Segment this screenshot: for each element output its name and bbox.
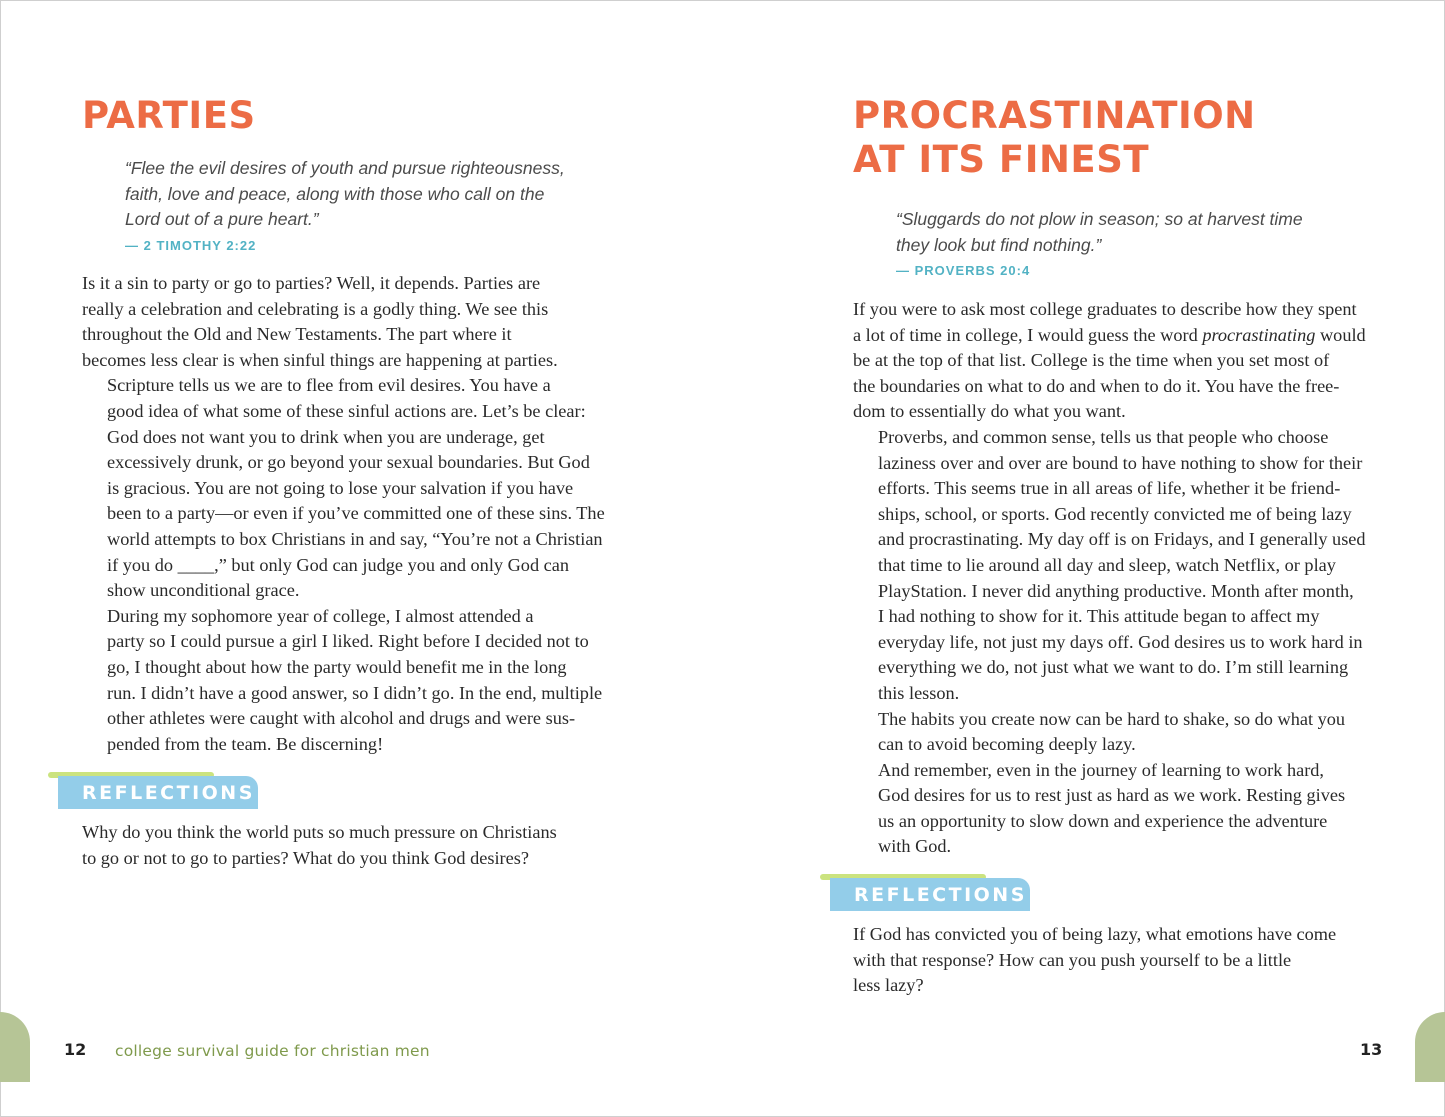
reflections-label: REFLECTIONS [830, 878, 1030, 911]
text-line: everyday life, not just my days off. God desires us to work hard in [878, 631, 1363, 652]
text-line: God desires for us to rest just as hard as we work. Resting gives [878, 785, 1346, 806]
text-line: efforts. This seems true in all areas of life, whether it be friend- [878, 478, 1341, 499]
text-line: be at the top of that list. College is the time when you set most of [853, 350, 1330, 371]
text-line [853, 323, 1371, 349]
text-line: with that response? How can you push yourself to be a little [853, 949, 1292, 970]
body-text [853, 297, 1371, 860]
text-line: this lesson. [878, 682, 960, 703]
text-line: excessively drunk, or go beyond your sexual boundaries. But God [107, 452, 590, 473]
paragraph [853, 297, 1371, 425]
epigraph-line: “Flee the evil desires of youth and pursue righteousness, [125, 158, 565, 178]
text-line: everything we do, not just what we want to do. I’m still learning [878, 657, 1349, 678]
epigraph-line: they look but find nothing.” [896, 234, 1102, 255]
text-line: the boundaries on what to do and when to do it. You have the free- [853, 375, 1340, 396]
text-line: good idea of what some of these sinful actions are. Let’s be clear: [107, 400, 586, 421]
reflection-question [82, 820, 600, 871]
text-line: Proverbs, and common sense, tells us that people who choose [878, 426, 1329, 447]
reflections-heading [48, 772, 268, 812]
text-line: Why do you think the world puts so much pressure on Christians [82, 822, 557, 842]
text-line: dom to essentially do what you want. [853, 401, 1126, 422]
text-line: other athletes were caught with alcohol and drugs and were sus- [107, 708, 576, 729]
text-line: And remember, even in the journey of learning to work hard, [878, 759, 1324, 780]
text-line: run. I didn’t have a good answer, so I didn’t go. In the end, multiple [107, 682, 603, 703]
reflections-label: REFLECTIONS [58, 776, 258, 809]
epigraph [896, 207, 1376, 281]
chapter-title-parties: PARTIES [82, 94, 256, 137]
text-line: God does not want you to drink when you are underage, get [107, 426, 545, 447]
reflection-question [853, 922, 1371, 999]
text-line: Scripture tells us we are to flee from evil desires. You have a [107, 375, 551, 396]
text-line: that time to lie around all day and sleep, watch Netflix, or play [878, 554, 1336, 575]
reflections-heading [820, 874, 1040, 914]
epigraph [125, 156, 605, 256]
title-line: PROCRASTINATION [853, 94, 1256, 137]
italic-word: procrastinating [1202, 324, 1316, 345]
text-line: been to a party—or even if you’ve committed one of these sins. The [107, 503, 605, 524]
text-line: and procrastinating. My day off is on Fridays, and I generally used [878, 529, 1366, 550]
epigraph-line: Lord out of a pure heart.” [125, 209, 319, 229]
text-line: show unconditional grace. [107, 580, 300, 601]
paragraph [853, 922, 1371, 999]
text-line: with God. [878, 836, 952, 857]
text-line: pended from the team. Be discerning! [107, 733, 384, 754]
text-run: would [1315, 324, 1366, 345]
title-line: AT ITS FINEST [853, 138, 1150, 181]
text-line: world attempts to box Christians in and say, “You’re not a Christian [107, 528, 603, 549]
paragraph [853, 707, 1371, 758]
text-line: less lazy? [853, 975, 924, 996]
text-line: Is it a sin to party or go to parties? Well, it depends. Parties are [82, 273, 541, 293]
text-line: is gracious. You are not going to lose your salvation if you have [107, 477, 574, 498]
text-line: If God has convicted you of being lazy, what emotions have come [853, 924, 1337, 944]
text-line: go, I thought about how the party would benefit me in the long [107, 656, 567, 677]
scripture-reference: — PROVERBS 20:4 [896, 263, 1031, 278]
text-line: becomes less clear is when sinful things are happening at parties. [82, 349, 558, 370]
text-line: us an opportunity to slow down and experience the adventure [878, 810, 1328, 831]
paragraph [82, 271, 600, 373]
page-number-right: 13 [1360, 1040, 1383, 1059]
text-line: The habits you create now can be hard to shake, so do what you [878, 708, 1346, 729]
text-line: If you were to ask most college graduates to describe how they spent [853, 299, 1357, 319]
text-line: really a celebration and celebrating is a godly thing. We see this [82, 298, 549, 319]
body-text [82, 271, 605, 757]
paragraph [82, 373, 605, 603]
text-line: if you do ____,” but only God can judge you and only God can [107, 554, 570, 575]
text-line: ships, school, or sports. God recently convicted me of being lazy [878, 503, 1352, 524]
text-line: throughout the Old and New Testaments. The part where it [82, 324, 512, 345]
paragraph [853, 425, 1371, 707]
chapter-title-procrastination [853, 94, 1256, 182]
epigraph-line: “Sluggards do not plow in season; so at harvest time [896, 209, 1303, 229]
text-line: During my sophomore year of college, I almost attended a [107, 605, 534, 626]
page-number-left: 12 [64, 1040, 87, 1059]
paragraph [82, 604, 603, 758]
paragraph [853, 758, 1371, 860]
text-line: party so I could pursue a girl I liked. Right before I decided not to [107, 631, 589, 652]
text-line: to go or not to go to parties? What do you think God desires? [82, 847, 529, 868]
text-line: PlayStation. I never did anything productive. Month after month, [878, 580, 1354, 601]
scripture-reference: — 2 TIMOTHY 2:22 [125, 237, 257, 253]
text-line: laziness over and over are bound to have nothing to show for their [878, 452, 1363, 473]
running-head: college survival guide for christian men [115, 1042, 430, 1060]
text-line: I had nothing to show for it. This attitude began to affect my [878, 606, 1320, 627]
text-line: can to avoid becoming deeply lazy. [878, 734, 1136, 755]
text-run: a lot of time in college, I would guess the word [853, 324, 1203, 345]
epigraph-line: faith, love and peace, along with those who call on the [125, 183, 545, 204]
paragraph [82, 820, 600, 871]
